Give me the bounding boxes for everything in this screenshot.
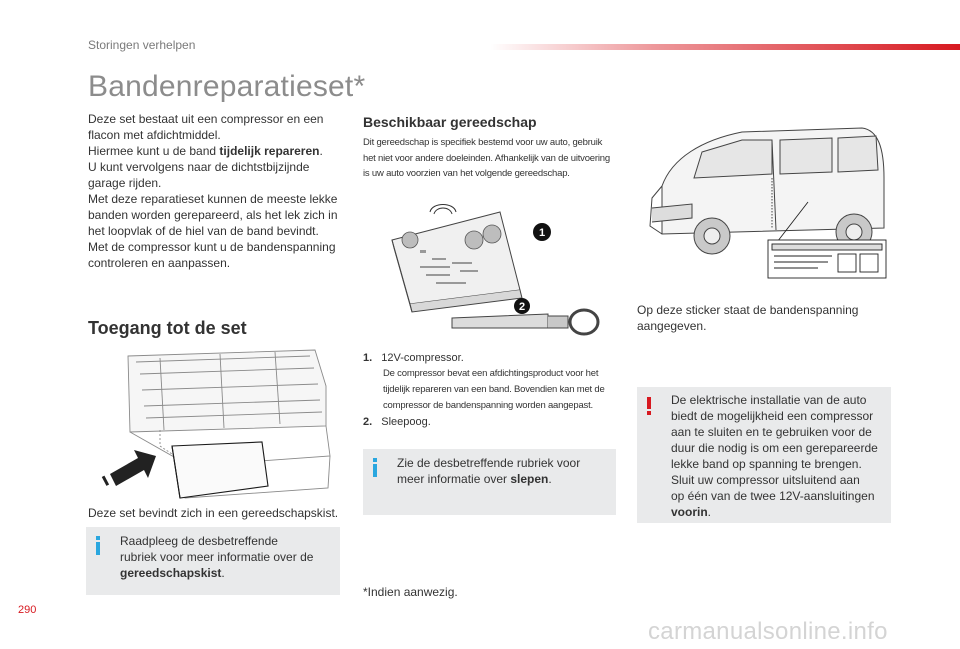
callout-2: 2 <box>518 301 526 313</box>
intro-line: Deze set bestaat uit een compressor en een <box>88 112 324 126</box>
warning-line: duur die nodig is om een gerepareerde <box>671 441 878 455</box>
info-icon <box>96 536 100 555</box>
warning-line: Sluit uw compressor uitsluitend aan <box>671 473 860 487</box>
sticker-caption: Op deze sticker staat de bandenspanning aangegeven. <box>637 303 859 333</box>
info-box-toolbox <box>86 527 340 595</box>
watermark: carmanualsonline.info <box>648 618 888 645</box>
info-line: Zie de desbetreffende rubriek voor <box>397 456 581 470</box>
info-line: gereedschapskist. <box>120 566 225 580</box>
van-sticker-illustration <box>632 118 892 290</box>
list-item: 2. Sleepoog. <box>363 416 431 428</box>
access-heading: Toegang tot de set <box>88 318 247 338</box>
warning-line: voorin. <box>671 505 712 519</box>
callout-1: 1 <box>538 227 546 239</box>
tools-description: Dit gereedschap is specifiek bestemd voor uw auto, gebruik het niet voor andere doeleinden. Afhankelijk van de uitvoering is uw auto voorzien van het volgende gereedschap. <box>363 137 610 179</box>
warning-icon <box>647 397 651 415</box>
tools-heading: Beschikbaar gereedschap <box>363 114 537 130</box>
list-item: 1. 12V-compressor. <box>363 352 464 364</box>
header-accent-bar <box>490 44 960 50</box>
info-line: meer informatie over slepen. <box>397 472 552 486</box>
tool-list <box>363 350 625 430</box>
warning-line: op één van de twee 12V-aansluitingen <box>671 489 875 503</box>
seat-toolbox-illustration <box>100 346 340 502</box>
intro-line: banden worden gerepareerd, als het lek zich in <box>88 208 338 222</box>
info-line: rubriek voor meer informatie over de <box>120 550 314 564</box>
access-caption: Deze set bevindt zich in een gereedschapskist. <box>88 506 339 520</box>
intro-line: U kunt vervolgens naar de dichtstbijzijnde <box>88 160 310 174</box>
info-box-towing <box>363 449 616 515</box>
intro-text <box>88 111 350 271</box>
section-header: Storingen verhelpen <box>88 38 196 52</box>
warning-line: lekke band op spanning te brengen. <box>671 457 862 471</box>
list-item-note: De compressor bevat een afdichtingsproduct voor het tijdelijk repareren van een band. Bovendien kan met de compressor de bandenspanning worden aangepast. <box>383 368 605 411</box>
info-icon <box>373 458 377 477</box>
tow-eye-illustration <box>448 294 608 340</box>
info-line: Raadpleeg de desbetreffende <box>120 534 278 548</box>
intro-line: Met de compressor kunt u de bandenspanning <box>88 240 336 254</box>
intro-line: controleren en aanpassen. <box>88 256 231 270</box>
intro-line: garage rijden. <box>88 176 162 190</box>
page-title: Bandenreparatieset* <box>88 70 366 103</box>
warning-line: De elektrische installatie van de auto <box>671 393 867 407</box>
intro-line: Met deze reparatieset kunnen de meeste lekke <box>88 192 338 206</box>
warning-line: biedt de mogelijkheid een compressor <box>671 409 874 423</box>
intro-line: Hiermee kunt u de band tijdelijk repareren. <box>88 144 323 158</box>
footnote: *Indien aanwezig. <box>363 585 458 599</box>
page-number: 290 <box>18 604 37 616</box>
intro-line: het loopvlak of de hiel van de band bevindt. <box>88 224 319 238</box>
warning-line: aan te sluiten en te gebruiken voor de <box>671 425 872 439</box>
warning-box <box>637 387 891 523</box>
intro-line: flacon met afdichtmiddel. <box>88 128 221 142</box>
